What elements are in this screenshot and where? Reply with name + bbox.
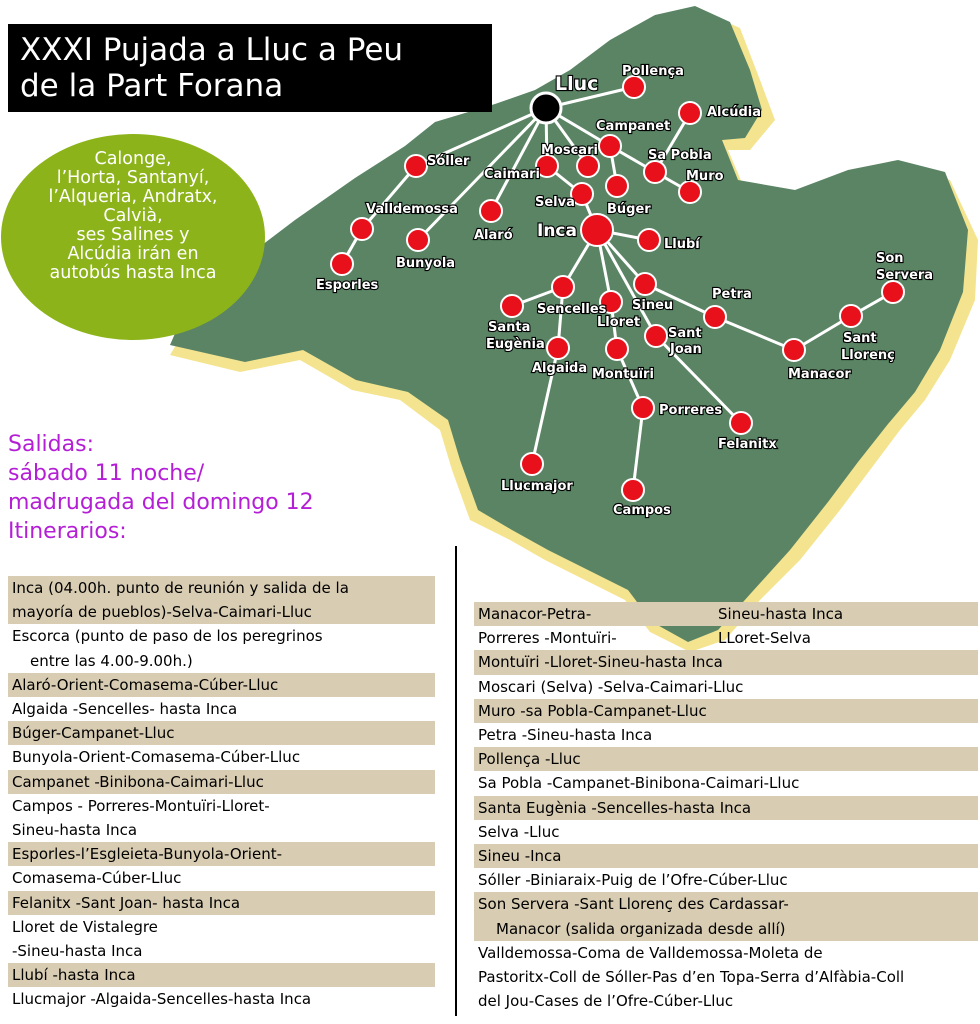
itineraries-left bbox=[8, 576, 435, 1012]
bus-note-line: ses Salines y bbox=[76, 225, 190, 245]
node-santllorenc bbox=[840, 305, 862, 327]
node-porreres bbox=[632, 397, 654, 419]
itinerary-row: Pollença -Lluc bbox=[474, 747, 978, 771]
departures-line-2: sábado 11 noche/ bbox=[8, 461, 205, 486]
itinerary-row: del Jou-Cases de l’Ofre-Cúber-Lluc bbox=[478, 992, 734, 1011]
label-felanitx: Felanitx bbox=[718, 437, 777, 452]
label-santllorenc-2: Llorenç bbox=[841, 348, 895, 363]
node-soller bbox=[405, 155, 427, 177]
node-alcudia bbox=[679, 102, 701, 124]
label-bunyola: Bunyola bbox=[396, 256, 456, 271]
node-alaro bbox=[480, 200, 502, 222]
bus-note-line: Calvià, bbox=[103, 206, 163, 226]
itinerary-row: Bunyola-Orient-Comasema-Cúber-Lluc bbox=[12, 748, 301, 767]
itinerary-row: Selva -Lluc bbox=[478, 822, 560, 841]
itinerary-row: Llucmajor -Algaida-Sencelles-hasta Inca bbox=[12, 990, 312, 1009]
label-moscari: Moscari bbox=[541, 143, 598, 158]
label-petra: Petra bbox=[712, 287, 752, 302]
itinerary-row: Llubí -hasta Inca bbox=[8, 963, 435, 987]
node-muro bbox=[679, 181, 701, 203]
node-santjoan bbox=[645, 325, 667, 347]
label-campanet: Campanet bbox=[596, 119, 671, 134]
label-alaro: Alaró bbox=[474, 228, 513, 243]
label-valldemossa: Valldemossa bbox=[366, 202, 458, 217]
label-pollenca: Pollença bbox=[622, 64, 684, 79]
node-sapobla bbox=[644, 161, 666, 183]
bus-note-line: autobús hasta Inca bbox=[49, 263, 217, 283]
label-manacor: Manacor bbox=[788, 367, 851, 382]
label-algaida: Algaida bbox=[532, 361, 588, 376]
node-sonservera bbox=[882, 281, 904, 303]
label-sonservera-2: Servera bbox=[876, 268, 934, 283]
label-sapobla: Sa Pobla bbox=[648, 148, 712, 163]
node-moscari bbox=[577, 155, 599, 177]
itinerary-row: Manacor (salida organizada desde allí) bbox=[474, 917, 978, 941]
itinerary-row: Petra -Sineu-hasta Inca bbox=[478, 726, 653, 745]
node-petra bbox=[704, 306, 726, 328]
label-porreres: Porreres bbox=[659, 403, 723, 418]
node-manacor bbox=[783, 339, 805, 361]
itinerary-row: Sóller -Biniaraix-Puig de l’Ofre-Cúber-Lluc bbox=[478, 871, 788, 890]
node-campos bbox=[622, 479, 644, 501]
itinerary-row: Esporles-l’Esgleieta-Bunyola-Orient- bbox=[8, 842, 435, 866]
node-bunyola bbox=[407, 229, 429, 251]
itinerary-row-part: Porreres -Montuïri- bbox=[478, 629, 617, 648]
label-lloret: Lloret bbox=[597, 315, 641, 330]
label-santjoan-2: Joan bbox=[670, 342, 702, 357]
itinerary-row: Campos - Porreres-Montuïri-Lloret- bbox=[12, 796, 270, 815]
label-montuiri: Montuïri bbox=[592, 367, 654, 382]
label-santaeugenia-2: Eugènia bbox=[486, 337, 545, 352]
node-llubi bbox=[638, 229, 660, 251]
label-inca: Inca bbox=[537, 221, 577, 241]
node-pollenca bbox=[623, 76, 645, 98]
label-santjoan-1: Sant bbox=[668, 326, 702, 341]
itinerary-row: Felanitx -Sant Joan- hasta Inca bbox=[8, 891, 435, 915]
itinerary-row-part: Sineu-hasta Inca bbox=[718, 605, 844, 623]
itinerary-row: Campanet -Binibona-Caimari-Lluc bbox=[8, 770, 435, 794]
node-santaeugenia bbox=[501, 295, 523, 317]
node-valldemossa bbox=[351, 218, 373, 240]
title-box bbox=[8, 24, 492, 112]
label-sencelles: Sencelles bbox=[537, 302, 607, 317]
itinerary-row: Moscari (Selva) -Selva-Caimari-Lluc bbox=[478, 677, 744, 696]
label-esporles: Esporles bbox=[316, 278, 379, 293]
itinerary-row: Valldemossa-Coma de Valldemossa-Moleta de bbox=[478, 943, 823, 962]
label-alcudia: Alcúdia bbox=[707, 105, 762, 120]
itinerary-row-part: Manacor-Petra- bbox=[478, 605, 592, 623]
node-montuiri bbox=[606, 338, 628, 360]
label-lluc: Lluc bbox=[555, 73, 599, 95]
label-sineu: Sineu bbox=[632, 298, 674, 313]
itinerary-row: Santa Eugènia -Sencelles-hasta Inca bbox=[474, 796, 978, 820]
title-line-2: de la Part Forana bbox=[20, 68, 284, 104]
node-lluc bbox=[531, 93, 561, 123]
node-sencelles bbox=[552, 276, 574, 298]
bus-note-line: l’Alqueria, Andratx, bbox=[48, 187, 218, 207]
departures-line-1: Salidas: bbox=[8, 432, 94, 457]
node-algaida bbox=[547, 337, 569, 359]
itinerary-row: Sa Pobla -Campanet-Binibona-Caimari-Lluc bbox=[478, 774, 800, 793]
departures-line-4: Itinerarios: bbox=[8, 519, 127, 544]
node-felanitx bbox=[730, 412, 752, 434]
node-llucmajor bbox=[521, 453, 543, 475]
itinerary-row: Comasema-Cúber-Lluc bbox=[12, 869, 182, 888]
itinerary-row: Alaró-Orient-Comasema-Cúber-Lluc bbox=[8, 673, 435, 697]
node-inca bbox=[581, 214, 613, 246]
title-line-1: XXXI Pujada a Lluc a Peu bbox=[20, 32, 404, 68]
bus-note-line: Calonge, bbox=[94, 149, 172, 169]
itinerary-row: Algaida -Sencelles- hasta Inca bbox=[12, 700, 238, 719]
itinerary-row: Muro -sa Pobla-Campanet-Lluc bbox=[474, 699, 978, 723]
label-santllorenc-1: Sant bbox=[843, 331, 877, 346]
label-muro: Muro bbox=[686, 169, 724, 184]
departures-heading bbox=[8, 430, 314, 546]
label-llucmajor: Llucmajor bbox=[501, 479, 573, 494]
itinerary-row: Inca (04.00h. punto de reunión y salida de la bbox=[8, 576, 435, 600]
itinerary-row-part: LLoret-Selva bbox=[718, 629, 811, 648]
itinerary-row: Sineu -Inca bbox=[474, 844, 978, 868]
node-sineu bbox=[634, 273, 656, 295]
departures-line-3: madrugada del domingo 12 bbox=[8, 490, 314, 515]
node-esporles bbox=[331, 253, 353, 275]
itinerary-row: Pastoritx-Coll de Sóller-Pas d’en Topa-Serra d’Alfàbia-Coll bbox=[478, 968, 905, 987]
column-divider bbox=[455, 546, 457, 1016]
itinerary-row: -Sineu-hasta Inca bbox=[12, 942, 143, 961]
label-selva: Selva bbox=[535, 195, 575, 210]
itinerary-row: entre las 4.00-9.00h.) bbox=[30, 651, 193, 670]
itinerary-row: Escorca (punto de paso de los peregrinos bbox=[12, 627, 323, 646]
label-caimari: Caimari bbox=[484, 167, 540, 182]
label-buger: Búger bbox=[607, 202, 651, 217]
itinerary-row: mayoría de pueblos)-Selva-Caimari-Lluc bbox=[8, 600, 435, 624]
label-santaeugenia-1: Santa bbox=[488, 320, 531, 335]
itinerary-row: Montuïri -Lloret-Sineu-hasta Inca bbox=[474, 650, 978, 674]
itinerary-row bbox=[474, 626, 978, 650]
itineraries-right bbox=[474, 602, 978, 1013]
node-buger bbox=[606, 175, 628, 197]
label-campos: Campos bbox=[613, 503, 671, 518]
itinerary-row: Son Servera -Sant Llorenç des Cardassar- bbox=[474, 892, 978, 916]
node-campanet bbox=[599, 135, 621, 157]
itinerary-row: Lloret de Vistalegre bbox=[12, 917, 158, 936]
bus-note-line: Alcúdia irán en bbox=[67, 244, 199, 264]
itinerary-row: Búger-Campanet-Lluc bbox=[8, 721, 435, 745]
label-sonservera-1: Son bbox=[876, 251, 904, 266]
bus-note-line: l’Horta, Santanyí, bbox=[56, 168, 210, 188]
itinerary-row bbox=[474, 602, 978, 626]
bus-note bbox=[14, 150, 252, 283]
label-llubi: Llubí bbox=[664, 237, 700, 252]
label-soller: Sóller bbox=[427, 154, 470, 169]
itinerary-row: Sineu-hasta Inca bbox=[12, 821, 138, 840]
